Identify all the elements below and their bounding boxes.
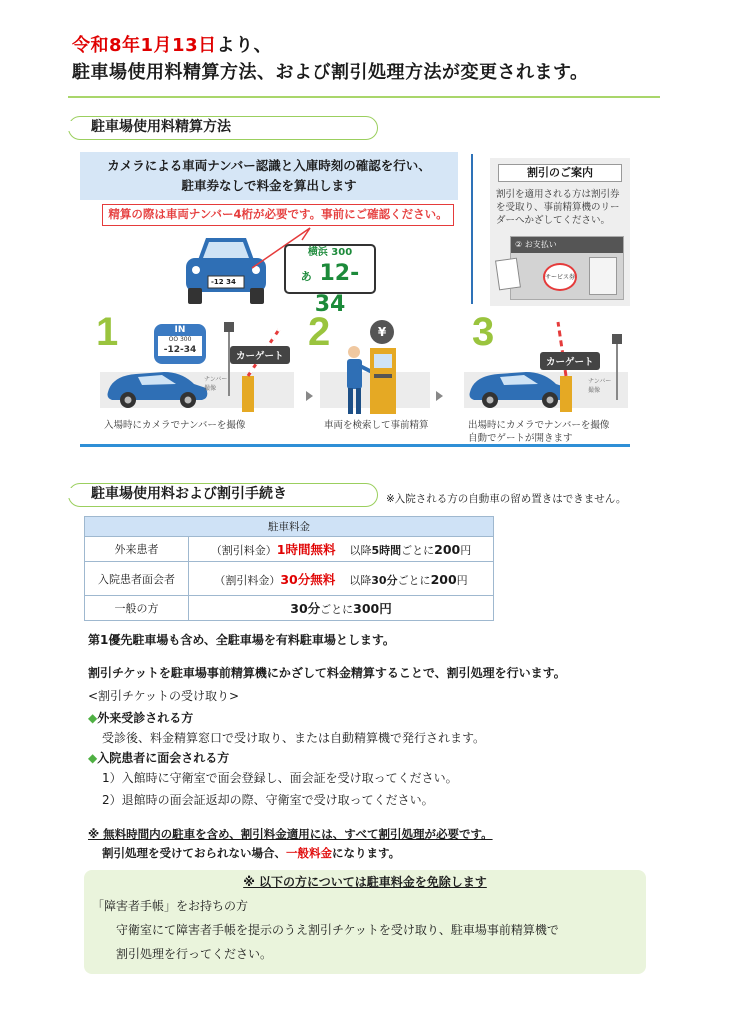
discount-guide-line3: ダーへかざしてください。 <box>496 215 611 226</box>
arrow-2-icon <box>436 391 443 401</box>
payment-illustration <box>80 148 630 444</box>
arrow-1-icon <box>306 391 313 401</box>
page-title <box>72 32 692 86</box>
table-row <box>85 596 494 621</box>
step-3-number: 3 <box>472 310 495 354</box>
machine-step-number: ② <box>515 240 523 249</box>
per-label: ごとに <box>320 603 354 616</box>
after-label: 以降 <box>349 544 372 557</box>
title-line-2: 駐車場使用料精算方法、および割引処理方法が変更されます。 <box>72 62 589 83</box>
step-2-caption: 車両を検索して事前精算 <box>324 420 429 431</box>
discount-process-statement: 割引チケットを駐車場事前精算機にかざして料金精算することで、割引処理を行います。 <box>88 666 566 680</box>
payment-machine-image <box>510 236 624 300</box>
effective-date: 令和8年1月13日 <box>72 35 217 56</box>
in-label: IN <box>174 325 186 335</box>
diamond-icon: ◆ <box>88 711 98 725</box>
paid-parking-statement: 第1優先駐車場も含め、全駐車場を有料駐車場とします。 <box>88 633 395 647</box>
section-heading-discount <box>68 483 378 507</box>
row-label-outpatient: 外来患者 <box>85 537 189 562</box>
discount-guide <box>490 158 630 306</box>
per-label: ごとに <box>401 544 435 557</box>
fee-table-header: 駐車料金 <box>85 517 494 537</box>
machine-service-label: サービス券 <box>545 274 576 281</box>
free-time-outpatient: 1時間無料 <box>276 542 336 557</box>
row-label-visitor: 入院患者面会者 <box>85 562 189 596</box>
inpatient-parking-note: ※入院される方の自動車の留め置きはできません。 <box>386 493 627 505</box>
warning-2-part-a: 割引処理を受けておられない場合、 <box>102 846 286 860</box>
in-plate-top: OO 300 <box>158 336 202 344</box>
plate-notice: 精算の際は車両ナンバー4桁が必要です。事前にご確認ください。 <box>102 204 454 226</box>
yen-icon: ¥ <box>370 320 394 344</box>
step-1-car-icon <box>102 362 212 412</box>
license-plate <box>284 244 376 317</box>
general-fee-highlight: 一般料金 <box>286 846 332 860</box>
unit-yen: 円 <box>460 544 472 557</box>
diamond-icon: ◆ <box>88 751 98 765</box>
title-divider <box>68 96 660 98</box>
discount-guide-title: 割引のご案内 <box>498 164 622 182</box>
plate-hira: あ <box>300 270 312 283</box>
outpatient-title <box>88 708 193 728</box>
step-1-number: 1 <box>96 310 119 354</box>
inpatient-step-2: 2）退館時の面会証返却の際、守衛室で受け取ってください。 <box>102 793 434 807</box>
per-label: ごとに <box>397 573 431 587</box>
table-row <box>85 562 494 596</box>
discount-guide-line2: を受取り、事前精算機のリー <box>496 202 620 213</box>
discount-prefix: （割引料金） <box>214 573 281 587</box>
free-time-visitor: 30分無料 <box>280 571 336 587</box>
discount-prefix: （割引料金） <box>210 544 277 557</box>
section-heading-payment-text: 駐車場使用料精算方法 <box>91 119 231 135</box>
machine-label: お支払い <box>524 240 557 249</box>
row-value-outpatient <box>189 537 494 562</box>
warning-line-2 <box>102 843 400 863</box>
step-3-caption-line2: 自動でゲートが開きます <box>468 433 573 444</box>
step-1-caption: 入場時にカメラでナンバーを撮像 <box>104 420 246 431</box>
fee-table <box>84 516 494 621</box>
divider-line <box>471 154 473 304</box>
price-general: 300円 <box>353 601 392 616</box>
row-label-general: 一般の方 <box>85 596 189 621</box>
plate-top: 横浜 300 <box>307 247 353 258</box>
inpatient-title-text: 入院患者に面会される方 <box>97 751 230 765</box>
row-value-general <box>189 596 494 621</box>
step-3-caption <box>468 419 609 445</box>
warning-2-part-c: になります。 <box>332 846 401 860</box>
step-1-gate-label: カーゲート <box>230 346 290 364</box>
interval-outpatient: 5時間 <box>371 544 402 557</box>
section-heading-payment <box>68 116 378 140</box>
camera-info-box <box>80 152 458 200</box>
section-heading-discount-text: 駐車場使用料および割引手続き <box>91 486 287 502</box>
exemption-line-3: 割引処理を行ってください。 <box>116 947 273 961</box>
inpatient-title <box>88 748 229 768</box>
step-1-camera-label: ナンバー 撮像 <box>204 376 228 392</box>
warning-line-1: ※ 無料時間内の駐車を含め、割引料金適用には、すべて割引処理が必要です。 <box>88 827 493 841</box>
receive-heading: <割引チケットの受け取り> <box>88 689 240 703</box>
step-2-person-machine-icon <box>342 344 412 418</box>
in-bubble <box>154 324 206 364</box>
small-plate: -12 34 <box>211 278 236 286</box>
price-outpatient: 200 <box>434 542 461 557</box>
step-3-caption-line1: 出場時にカメラでナンバーを撮像 <box>468 420 610 431</box>
in-plate-number: -12-34 <box>158 344 202 356</box>
exemption-line-2: 守衛室にて障害者手帳を提示のうえ割引チケットを受け取り、駐車場事前精算機で <box>116 923 559 937</box>
unit-yen: 円 <box>456 573 468 587</box>
date-suffix: より、 <box>216 35 273 56</box>
plate-number: 12-34 <box>314 261 360 317</box>
price-visitor: 200 <box>430 571 457 587</box>
outpatient-title-text: 外来受診される方 <box>97 711 194 725</box>
discount-guide-line1: 割引を適用される方は割引券 <box>496 189 620 200</box>
step-2-number: 2 <box>308 310 331 354</box>
table-row <box>85 537 494 562</box>
camera-info-line2: 駐車券なしで料金を算出します <box>181 178 357 193</box>
inpatient-step-1: 1）入館時に守衛室で面会登録し、面会証を受け取ってください。 <box>102 771 458 785</box>
exemption-line-1: 「障害者手帳」をお持ちの方 <box>92 899 249 913</box>
exemption-box <box>84 870 646 974</box>
after-label: 以降 <box>349 573 372 587</box>
interval-visitor: 30分 <box>371 573 398 587</box>
step-3-gate-label: カーゲート <box>540 352 600 370</box>
step-3-camera-label: ナンバー 撮像 <box>588 378 612 394</box>
interval-general: 30分 <box>290 601 321 616</box>
camera-info-line1: カメラによる車両ナンバー認識と入庫時刻の確認を行い、 <box>107 158 431 173</box>
outpatient-text: 受診後、料金精算窓口で受け取り、または自動精算機で発行されます。 <box>102 731 486 745</box>
exemption-heading: ※ 以下の方については駐車料金を免除します <box>243 875 487 889</box>
row-value-visitor <box>189 562 494 596</box>
step-1-gate-icon <box>220 320 298 412</box>
illustration-bottom-rule <box>80 444 630 447</box>
